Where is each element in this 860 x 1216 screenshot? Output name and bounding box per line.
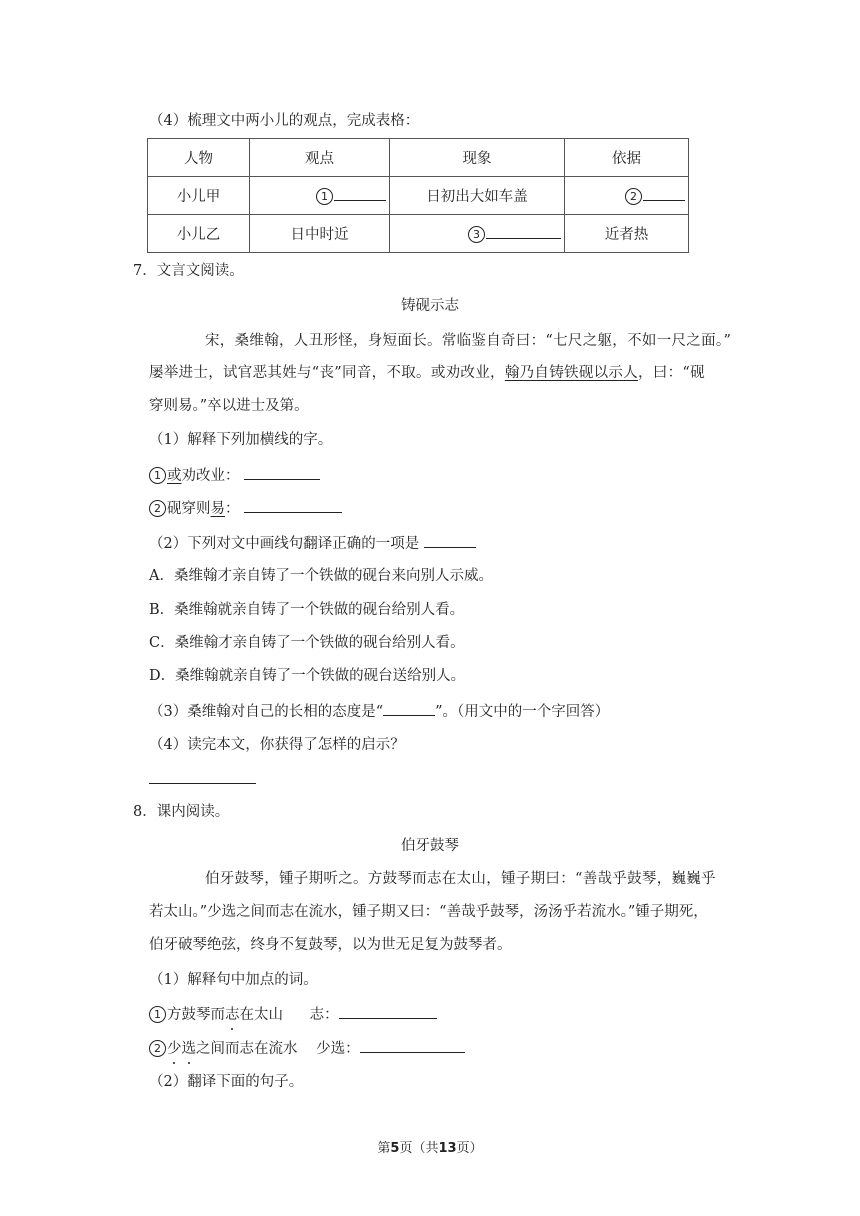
table-row xyxy=(148,215,689,253)
q7-paragraph-line3: 穿则易。”卒以进士及第。 xyxy=(149,398,309,414)
q8-sub1: （1）解释句中加点的词。 xyxy=(149,972,318,988)
q7-sub1-b: 2 砚穿则易： xyxy=(149,498,342,519)
q8-paragraph-line2: 若太山。”少选之间而志在流水，锺子期又曰：“善哉乎鼓琴，汤汤乎若流水。”锺子期死， xyxy=(149,904,708,920)
header-person: 人物 xyxy=(148,139,250,177)
row1-view-blank[interactable] xyxy=(250,177,390,215)
row2-person: 小儿乙 xyxy=(148,215,250,253)
q7-paragraph-line1: 宋，桑维翰，人丑形怪，身短面长。常临鉴自奇曰：“七尺之躯，不如一尺之面。” xyxy=(205,333,732,349)
current-page-number: 5 xyxy=(390,1141,400,1156)
table-row xyxy=(148,177,689,215)
circle-number-1: 1 xyxy=(316,188,333,205)
q7-sub3: （3）桑维翰对自己的长相的态度是“ ”。（用文中的一个字回答） xyxy=(149,701,609,722)
circle-number-2: 2 xyxy=(625,188,642,205)
header-phenomenon: 现象 xyxy=(390,139,565,177)
answer-blank[interactable] xyxy=(383,701,435,716)
q8-sub1-b: 2 少选之间而志在流水 少选： xyxy=(149,1038,465,1059)
q7-sub1-a: 1 或劝改业： xyxy=(149,465,320,486)
q7-paragraph-line2: 屡举进士，试官恶其姓与“丧”同音，不取。或劝改业，翰乃自铸铁砚以示人，曰：“砚 xyxy=(149,365,705,381)
q7-option-a: A．桑维翰才亲自铸了一个铁做的砚台来向别人示威。 xyxy=(149,568,493,584)
q7-number: 7．文言文阅读。 xyxy=(133,263,244,279)
answer-blank[interactable] xyxy=(339,1004,437,1019)
answer-blank[interactable] xyxy=(244,498,342,513)
q8-number: 8．课内阅读。 xyxy=(133,804,230,820)
q6-part4-prompt: （4）梳理文中两小儿的观点，完成表格： xyxy=(149,113,420,129)
table-header-row xyxy=(148,139,689,177)
row1-basis-blank[interactable] xyxy=(565,177,689,215)
row1-person: 小儿甲 xyxy=(148,177,250,215)
row2-basis: 近者热 xyxy=(565,215,689,253)
answer-blank[interactable] xyxy=(424,533,476,548)
row1-phenomenon: 日初出大如车盖 xyxy=(390,177,565,215)
circle-number-1: 1 xyxy=(149,467,166,484)
header-basis: 依据 xyxy=(565,139,689,177)
summary-table xyxy=(147,138,689,253)
dotted-char: 少 xyxy=(167,1041,182,1057)
total-pages: 13 xyxy=(438,1141,457,1156)
circle-number-2: 2 xyxy=(149,1040,166,1057)
q7-sub4: （4）读完本文，你获得了怎样的启示？ xyxy=(149,737,405,753)
header-view: 观点 xyxy=(250,139,390,177)
circle-number-2: 2 xyxy=(149,500,166,517)
underlined-char: 易 xyxy=(210,501,225,517)
underlined-char: 或 xyxy=(167,468,182,484)
q7-option-b: B．桑维翰就亲自铸了一个铁做的砚台给别人看。 xyxy=(149,602,465,618)
underlined-sentence: 翰乃自铸铁砚以示人 xyxy=(504,365,639,381)
circle-number-1: 1 xyxy=(149,1006,166,1023)
q8-title: 伯牙鼓琴 xyxy=(401,838,459,854)
circle-number-3: 3 xyxy=(468,226,485,243)
q7-option-c: C．桑维翰才亲自铸了一个铁做的砚台给别人看。 xyxy=(149,635,465,651)
q8-sub1-a: 1 方鼓琴而志在太山 志： xyxy=(149,1004,437,1025)
q8-paragraph-line1: 伯牙鼓琴，锺子期听之。方鼓琴而志在太山，锺子期曰：“善哉乎鼓琴，巍巍乎 xyxy=(205,871,716,887)
q7-sub2: （2）下列对文中画线句翻译正确的一项是 xyxy=(149,533,476,554)
page-footer: 第5页（共13页） xyxy=(377,1141,483,1156)
q7-option-d: D．桑维翰就亲自铸了一个铁做的砚台送给别人。 xyxy=(149,668,466,684)
q8-paragraph-line3: 伯牙破琴绝弦，终身不复鼓琴，以为世无足复为鼓琴者。 xyxy=(149,937,512,953)
q7-sub1: （1）解释下列加横线的字。 xyxy=(149,432,333,448)
row2-phenomenon-blank[interactable] xyxy=(390,215,565,253)
q7-sub4-answer-blank[interactable] xyxy=(149,783,256,784)
dotted-char: 志 xyxy=(225,1007,240,1023)
dotted-char: 选 xyxy=(181,1041,196,1057)
answer-blank[interactable] xyxy=(244,465,320,480)
q8-sub2: （2）翻译下面的句子。 xyxy=(149,1074,304,1090)
answer-blank[interactable] xyxy=(360,1038,465,1053)
q7-title: 铸砚示志 xyxy=(401,298,459,314)
row2-view: 日中时近 xyxy=(250,215,390,253)
